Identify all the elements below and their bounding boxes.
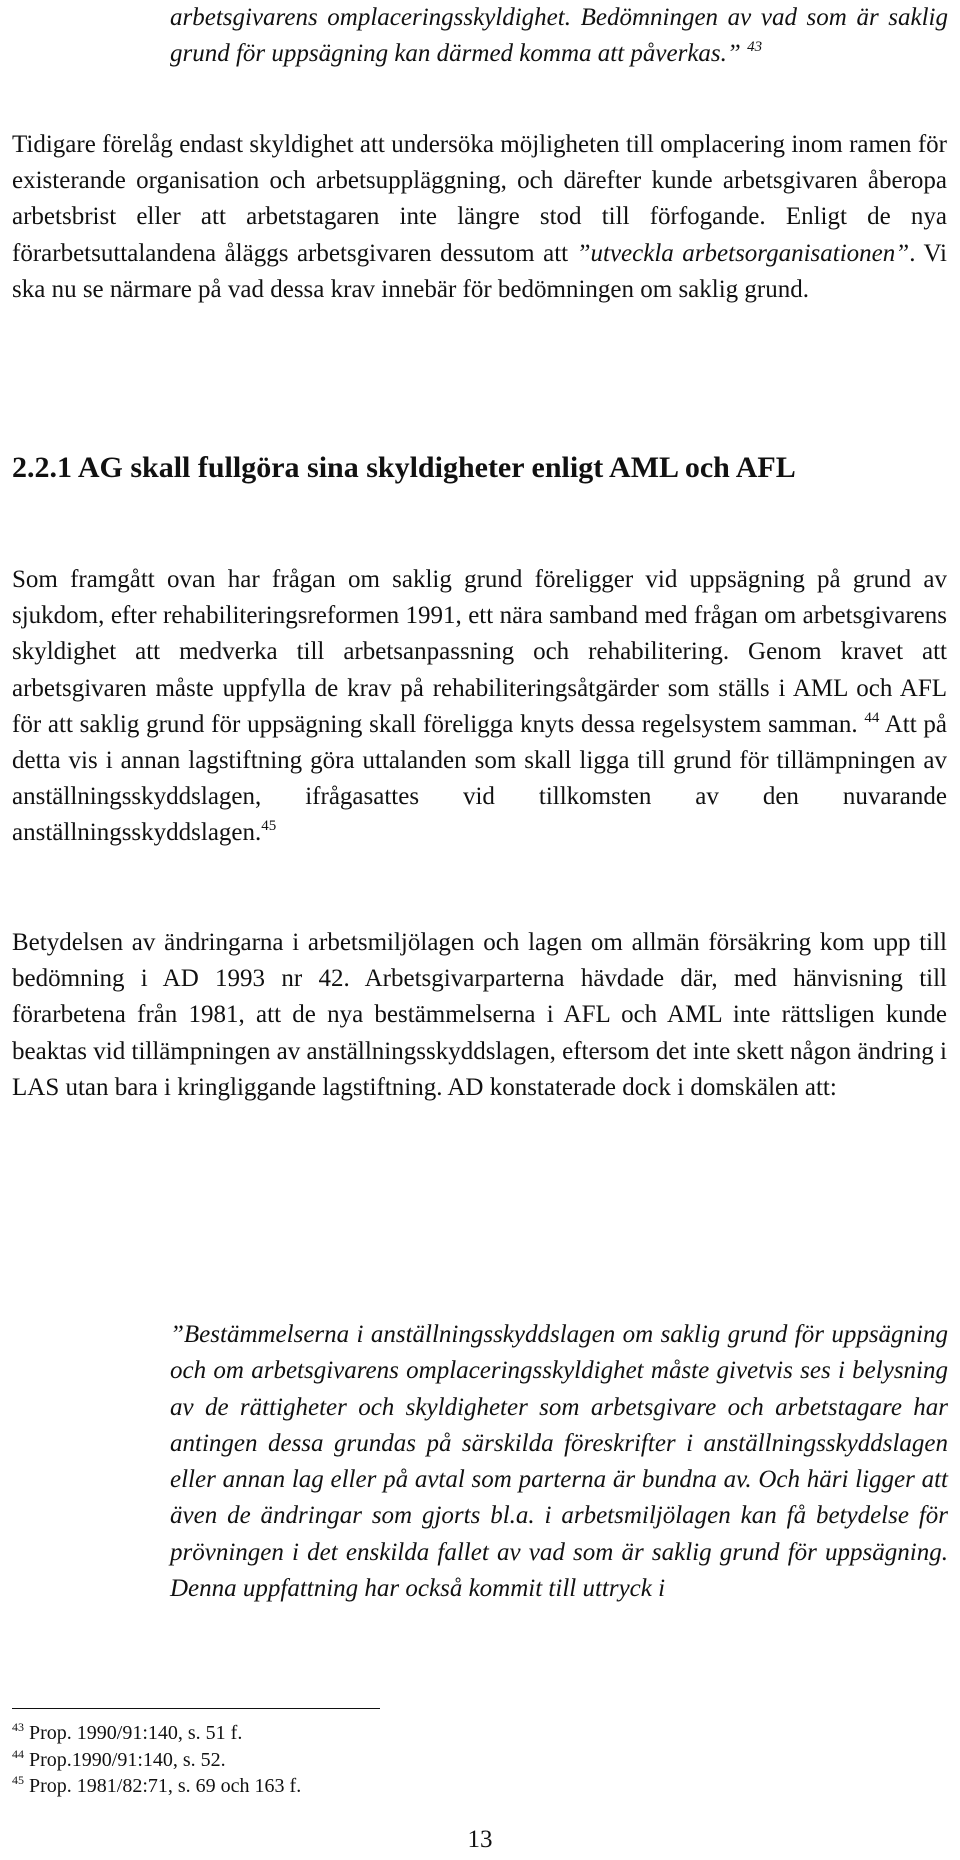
footnote-text: Prop.1990/91:140, s. 52. bbox=[24, 1748, 226, 1771]
footnote-ref-44: 44 bbox=[864, 709, 880, 726]
paragraph-omplacering-tail: . Vi ska nu se närmare på vad dessa krav innebär för bedömningen om saklig grund. bbox=[12, 239, 947, 303]
footnote-ref-43: 43 bbox=[747, 39, 763, 56]
block-quote: ”Bestämmelserna i anställningsskyddslagen om saklig grund för uppsägning och om arbetsgivarens omplaceringsskyldighet måste givetvis ses i belysning av de rättigheter och skyldigheter som arbetsgivare och arbetstagare har antingen dessa grundas på särskilda föreskrifter i anställningsskyddslagen eller annan lag eller på avtal som parterna är bundna av. Och häri ligger att även de ändringar som gjorts bl.a. i arbetsmiljölagen kan få betydelse för prövningen i det enskilda fallet av vad som är saklig grund för uppsägning. Denna uppfattning har också kommit till uttryck i bbox=[170, 1321, 948, 1603]
paragraph-saklig-grund bbox=[12, 562, 947, 852]
footnotes bbox=[12, 1720, 612, 1800]
continued-quote bbox=[170, 0, 948, 72]
paragraph-saklig-grund-text-a: Som framgått ovan har frågan om saklig grund föreligger vid uppsägning på grund av sjukdom, efter rehabiliteringsreformen 1991, ett nära samband med frågan om arbetsgivarens skyldighet att medverka till arbetsanpassning och rehabilitering. Genom kravet att arbetsgivaren måste uppfylla de krav på rehabiliteringsåtgärder som ställs i AML och AFL för att saklig grund för uppsägning skall föreligga knyts dessa regelsystem samman. bbox=[12, 566, 947, 738]
footnote-number: 44 bbox=[12, 1746, 24, 1761]
paragraph-omplacering-italic: ”utveckla arbetsorganisationen” bbox=[576, 239, 910, 267]
footnote-ref-45: 45 bbox=[261, 818, 277, 835]
paragraph-omplacering-text: Tidigare förelåg endast skyldighet att undersöka möjligheten till omplacering inom ramen för existerande organisation och arbetsuppläggning, och därefter kunde arbetsgivaren åberopa arbetsbrist eller att arbetstagaren inte längre stod till förfogande. Enligt de nya förarbetsuttalandena åläggs arbetsgivaren dessutom att bbox=[12, 131, 947, 267]
footnote-44 bbox=[12, 1747, 612, 1774]
footnote-number: 45 bbox=[12, 1773, 24, 1787]
footnote-text: Prop. 1981/82:71, s. 69 och 163 f. bbox=[24, 1775, 302, 1797]
footnote-43 bbox=[12, 1720, 612, 1747]
footnote-45 bbox=[12, 1773, 612, 1800]
section-heading: 2.2.1 AG skall fullgöra sina skyldigheter enligt AML och AFL bbox=[12, 451, 796, 484]
paragraph-saklig-grund-text-b: Att på detta vis i annan lagstiftning göra uttalanden som skall ligga till grund för tillämpningen av anställningsskyddslagen, ifrågasattes vid tillkomsten av den nuvarande anställningsskyddslagen. bbox=[12, 710, 947, 847]
continued-quote-text: arbetsgivarens omplaceringsskyldighet. Bedömningen av vad som är saklig grund för uppsägning kan därmed komma att påverkas.” bbox=[170, 4, 948, 68]
footnote-separator bbox=[12, 1708, 380, 1709]
paragraph-ad-1993: Betydelsen av ändringarna i arbetsmiljölagen och lagen om allmän försäkring kom upp till bedömning i AD 1993 nr 42. Arbetsgivarparterna hävdade där, med hänvisning till förarbetena från 1981, att de nya bestämmelserna i AFL och AML inte rättsligen kunde beaktas vid tillämpningen av anställningsskyddslagen, eftersom det inte skett någon ändring i LAS utan bara i kringliggande lagstiftning. AD konstaterade dock i domskälen att: bbox=[12, 929, 947, 1101]
footnote-number: 43 bbox=[12, 1720, 24, 1734]
footnote-text: Prop. 1990/91:140, s. 51 f. bbox=[24, 1722, 243, 1744]
page-number: 13 bbox=[467, 1826, 493, 1853]
paragraph-omplacering bbox=[12, 127, 947, 308]
